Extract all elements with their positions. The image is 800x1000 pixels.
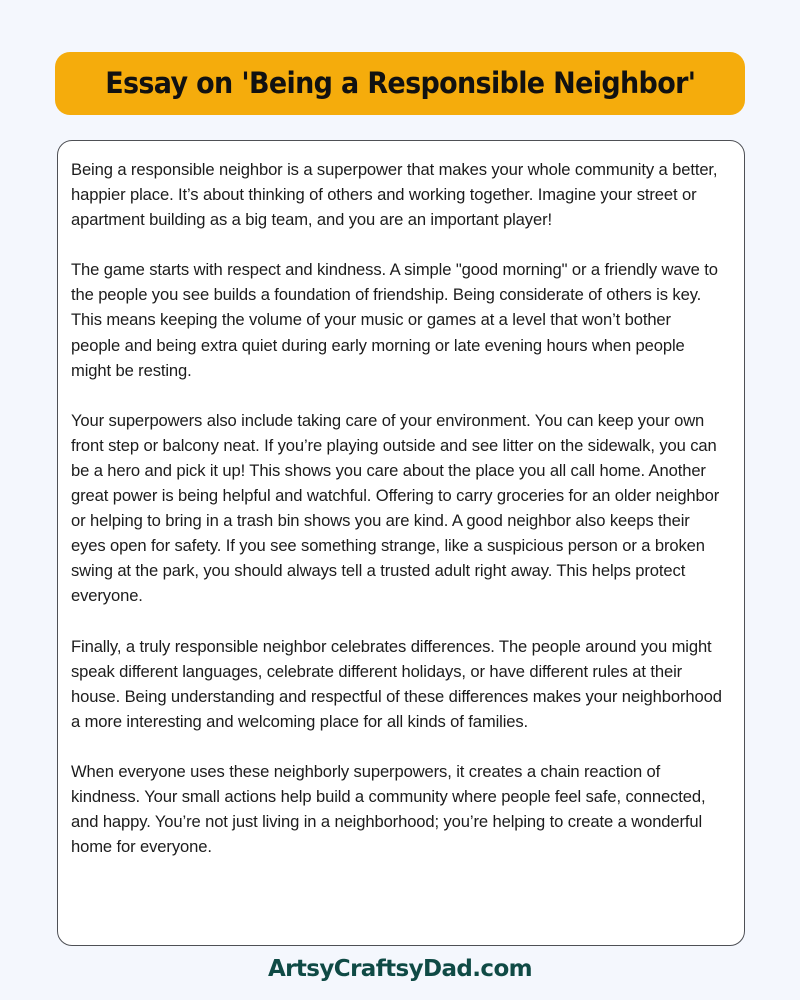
footer-brand: ArtsyCraftsyDad.com <box>267 956 533 982</box>
essay-body <box>71 157 724 859</box>
footer <box>0 958 800 981</box>
essay-paragraph: Your superpowers also include taking care of your environment. You can keep your own front step or balcony neat. If you’re playing outside and see litter on the sidewalk, you can be a hero and pick it up! This shows you care about the place you all call home. Another great power is being helpful and watchful. Offering to carry groceries for an older neighbor or helping to bring in a trash bin shows you are kind. A good neighbor also keeps their eyes open for safety. If you see something strange, like a suspicious person or a broken swing at the park, you should always tell a trusted adult right away. This helps protect everyone. <box>71 410 720 606</box>
essay-paragraph: Being a responsible neighbor is a superpower that makes your whole community a better, happier place. It’s about thinking of others and working together. Imagine your street or apartment building as a big team, and you are an important player! <box>71 160 718 230</box>
essay-paragraph: The game starts with respect and kindness. A simple "good morning" or a friendly wave to the people you see builds a foundation of friendship. Being considerate of others is key. This means keeping the volume of your music or games at a level that won’t bother people and being extra quiet during early morning or late evening hours when people might be resting. <box>71 260 718 380</box>
essay-paragraph: Finally, a truly responsible neighbor celebrates differences. The people around you might speak different languages, celebrate different holidays, or have different rules at their house. Being understanding and respectful of these differences makes your neighborhood a more interesting and welcoming place for all kinds of families. <box>71 636 722 731</box>
essay-content-card <box>57 140 745 946</box>
essay-paragraph: When everyone uses these neighborly superpowers, it creates a chain reaction of kindness. Your small actions help build a community where people feel safe, connected, and happy. You’re not just living in a neighborhood; you’re helping to create a wonderful home for everyone. <box>71 761 706 857</box>
title-banner <box>55 52 745 115</box>
page-title: Essay on 'Being a Responsible Neighbor' <box>104 66 696 100</box>
